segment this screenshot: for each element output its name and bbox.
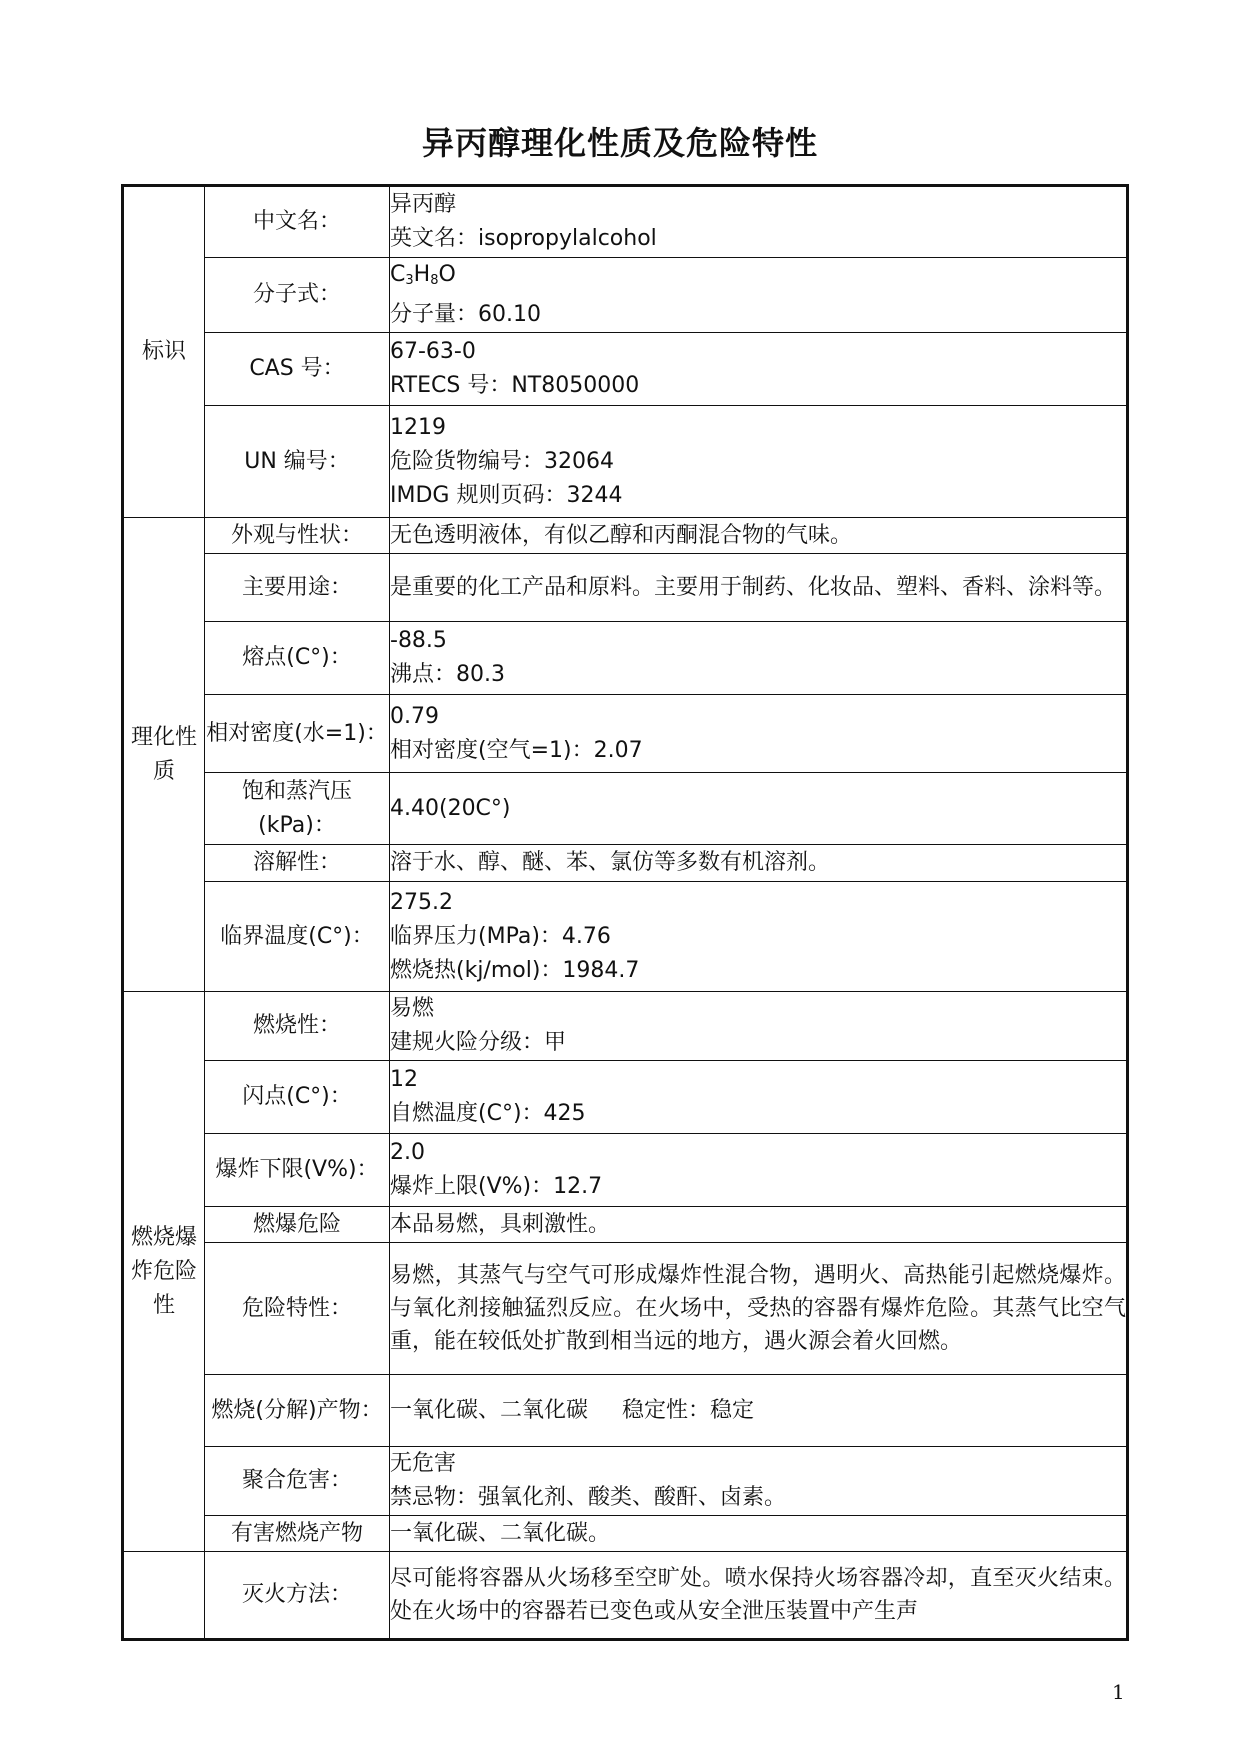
table-row	[123, 845, 1128, 882]
value-hazard-brief: 本品易燃，具刺激性。	[390, 1207, 1128, 1243]
stability-text: 稳定性：稳定	[622, 1397, 755, 1423]
table-row	[123, 695, 1128, 773]
value-combustion-products: 一氧化碳、二氧化碳 稳定性：稳定	[390, 1375, 1128, 1447]
table-row	[123, 773, 1128, 845]
category-firefighting	[123, 1552, 205, 1640]
label-combustion-products: 燃烧(分解)产物：	[205, 1375, 390, 1447]
table-row	[123, 1243, 1128, 1375]
label-vapor-pressure: 饱和蒸汽压(kPa)：	[205, 773, 390, 845]
label-appearance: 外观与性状：	[205, 518, 390, 554]
table-row	[123, 1207, 1128, 1243]
label-critical-temp: 临界温度(C°)：	[205, 882, 390, 992]
value-explosion-limit: 2.0 爆炸上限(V%)：12.7	[390, 1134, 1128, 1207]
molecular-formula: $C_3H_8O$	[390, 262, 456, 288]
value-flash-point: 12 自燃温度(C°)：425	[390, 1061, 1128, 1134]
table-row	[123, 622, 1128, 695]
label-hazard: 危险特性：	[205, 1243, 390, 1375]
label-chinese-name: 中文名：	[205, 186, 390, 258]
value-harmful-products: 一氧化碳、二氧化碳。	[390, 1516, 1128, 1552]
value-hazard: 易燃，其蒸气与空气可形成爆炸性混合物，遇明火、高热能引起燃烧爆炸。与氧化剂接触猛烈反应。在火场中，受热的容器有爆炸危险。其蒸气比空气重，能在较低处扩散到相当远的地方，遇火源会着火回燃。	[390, 1243, 1128, 1375]
table-row	[123, 1447, 1128, 1516]
table-row	[123, 1061, 1128, 1134]
value-formula: $C_3H_8O$ 分子量：60.10	[390, 258, 1128, 333]
property-table	[121, 184, 1129, 1641]
label-flash-point: 闪点(C°)：	[205, 1061, 390, 1134]
value-cas: 67-63-0 RTECS 号：NT8050000	[390, 333, 1128, 406]
table-row	[123, 258, 1128, 333]
table-row	[123, 1375, 1128, 1447]
label-harmful-products: 有害燃烧产物	[205, 1516, 390, 1552]
table-row	[123, 882, 1128, 992]
value-chinese-name: 异丙醇 英文名：isopropylalcohol	[390, 186, 1128, 258]
value-usage: 是重要的化工产品和原料。主要用于制药、化妆品、塑料、香料、涂料等。	[390, 554, 1128, 622]
label-un: UN 编号：	[205, 406, 390, 518]
document-title: 异丙醇理化性质及危险特性	[421, 124, 818, 162]
table-row	[123, 1516, 1128, 1552]
label-explosion-limit: 爆炸下限(V%)：	[205, 1134, 390, 1207]
value-solubility: 溶于水、醇、醚、苯、氯仿等多数有机溶剂。	[390, 845, 1128, 882]
label-density: 相对密度(水=1)：	[205, 695, 390, 773]
label-usage: 主要用途：	[205, 554, 390, 622]
label-fire-method: 灭火方法：	[205, 1552, 390, 1640]
label-cas: CAS 号：	[205, 333, 390, 406]
label-hazard-brief: 燃爆危险	[205, 1207, 390, 1243]
value-appearance: 无色透明液体，有似乙醇和丙酮混合物的气味。	[390, 518, 1128, 554]
table-row	[123, 186, 1128, 258]
table-row	[123, 406, 1128, 518]
value-fire-method: 尽可能将容器从火场移至空旷处。喷水保持火场容器冷却，直至灭火结束。处在火场中的容器若已变色或从安全泄压装置中产生声	[390, 1552, 1128, 1640]
value-density: 0.79 相对密度(空气=1)：2.07	[390, 695, 1128, 773]
value-melting: -88.5 沸点：80.3	[390, 622, 1128, 695]
table-row	[123, 518, 1128, 554]
table-row	[123, 1134, 1128, 1207]
category-combustion: 燃烧爆炸危险性	[123, 992, 205, 1552]
table-row	[123, 554, 1128, 622]
label-polymerization: 聚合危害：	[205, 1447, 390, 1516]
category-physchem: 理化性质	[123, 518, 205, 992]
table-row	[123, 992, 1128, 1061]
value-un: 1219 危险货物编号：32064 IMDG 规则页码：3244	[390, 406, 1128, 518]
table-row	[123, 333, 1128, 406]
value-critical-temp: 275.2 临界压力(MPa)：4.76 燃烧热(kj/mol)：1984.7	[390, 882, 1128, 992]
value-flammability: 易燃 建规火险分级：甲	[390, 992, 1128, 1061]
page-number: 1	[1112, 1680, 1125, 1704]
label-formula: 分子式：	[205, 258, 390, 333]
label-flammability: 燃烧性：	[205, 992, 390, 1061]
value-vapor-pressure: 4.40(20C°)	[390, 773, 1128, 845]
value-polymerization: 无危害 禁忌物：强氧化剂、酸类、酸酐、卤素。	[390, 1447, 1128, 1516]
category-identification: 标识	[123, 186, 205, 518]
table-row	[123, 1552, 1128, 1640]
label-solubility: 溶解性：	[205, 845, 390, 882]
label-melting: 熔点(C°)：	[205, 622, 390, 695]
